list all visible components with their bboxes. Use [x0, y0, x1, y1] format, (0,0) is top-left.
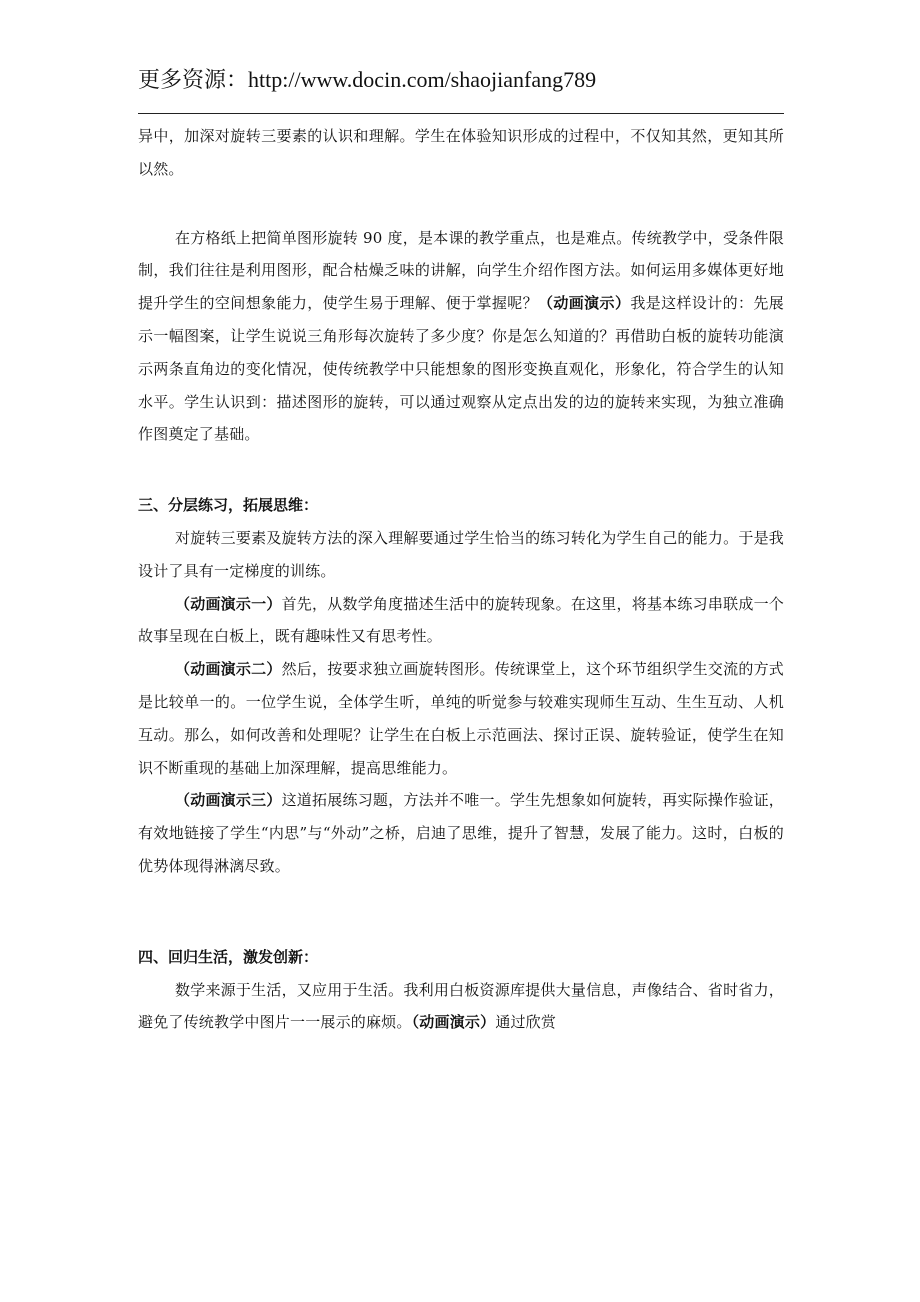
paragraph-text: 然后，按要求独立画旋转图形。传统课堂上，这个环节组织学生交流的方式是比较单一的。一位学生说，全体学生听，单纯的听觉参与较难实现师生互动、生生互动、人机互动。那么，如何改善和处理呢？让学生在白板上示范画法、探讨正误、旋转验证，使学生在知识不断重现的基础上加深理解，提高思维能力。	[138, 660, 784, 777]
page-header	[138, 64, 596, 97]
section-3-demo-1	[138, 588, 784, 654]
spacer	[138, 451, 784, 489]
section-4-heading: 四、回归生活，激发创新：	[138, 947, 319, 966]
paragraph-continuation: 异中，加深对旋转三要素的认识和理解。学生在体验知识形成的过程中，不仅知其然，更知其所以然。	[138, 127, 784, 178]
spacer	[138, 883, 784, 941]
spacer	[138, 186, 784, 222]
animation-demo-1-label: （动画演示一）	[175, 594, 282, 613]
document-body	[138, 120, 784, 1039]
header-url-link[interactable]: http://www.docin.com/shaojianfang789	[248, 67, 597, 92]
section-3-demo-2	[138, 653, 784, 784]
paragraph-text: 数学来源于生活，又应用于生活。我利用白板资源库提供大量信息，声像结合、省时省力，避免了传统教学中图片一一展示的麻烦。	[138, 980, 784, 1032]
paragraph-text: 这道拓展练习题，方法并不唯一。学生先想象如何旋转，再实际操作验证，有效地链接了学生“内思”与“外动”之桥，启迪了思维，提升了智慧，发展了能力。这时，白板的优势体现得淋漓尽致。	[138, 791, 784, 875]
paragraph-text: 在方格纸上把简单图形旋转 90 度，是本课的教学重点，也是难点。传统教学中，受条件限制，我们往往是利用图形，配合枯燥乏味的讲解，向学生介绍作图方法。如何运用多媒体更好地提升学生的空间想象能力，使学生易于理解、便于掌握呢？	[138, 228, 784, 313]
paragraph-rotation-teaching	[138, 222, 784, 452]
animation-demo-3-label: （动画演示三）	[175, 791, 282, 810]
paragraph-text: 我是这样设计的：先展示一幅图案，让学生说说三角形每次旋转了多少度？你是怎么知道的？再借助白板的旋转功能演示两条直角边的变化情况，使传统教学中只能想象的图形变换直观化，形象化，符合学生的认知水平。学生认识到：描述图形的旋转，可以通过观察从定点出发的边的旋转来实现，为独立准确作图奠定了基础。	[138, 294, 784, 444]
section-4-paragraph	[138, 974, 784, 1040]
header-divider	[138, 113, 784, 114]
animation-demo-2-label: （动画演示二）	[175, 660, 282, 679]
section-3-heading: 三、分层练习，拓展思维：	[138, 496, 319, 515]
animation-demo-label: （动画演示）	[538, 294, 631, 313]
section-3-demo-3	[138, 784, 784, 882]
paragraph-text: 通过欣赏	[495, 1013, 557, 1032]
paragraph-text: 首先，从数学角度描述生活中的旋转现象。在这里，将基本练习串联成一个故事呈现在白板上，既有趣味性又有思考性。	[138, 594, 784, 646]
header-label: 更多资源：	[138, 68, 249, 93]
section-3-intro: 对旋转三要素及旋转方法的深入理解要通过学生恰当的练习转化为学生自己的能力。于是我设计了具有一定梯度的训练。	[138, 528, 784, 580]
animation-demo-label: （动画演示）	[411, 1013, 496, 1032]
